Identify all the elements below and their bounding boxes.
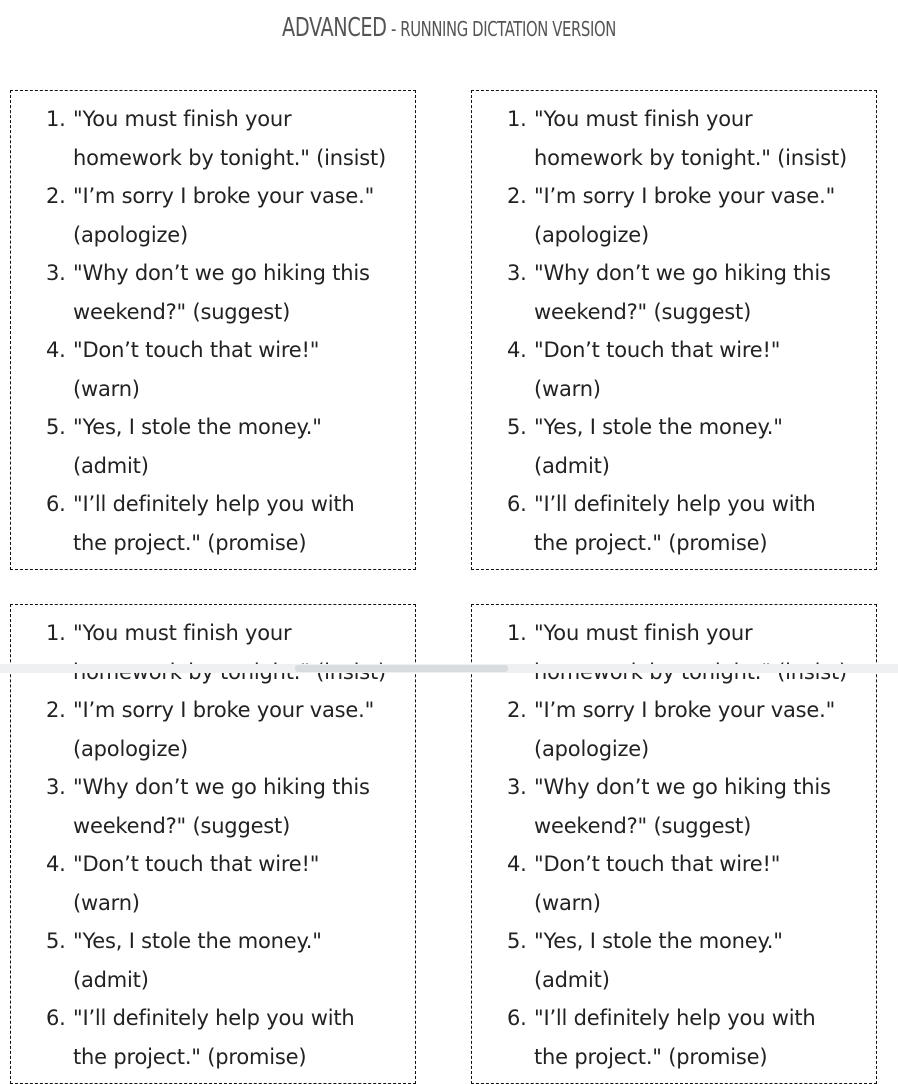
sentence-item [11, 845, 411, 922]
sentence-item [11, 177, 411, 254]
item-quote: "Why don’t we go hiking this [73, 261, 370, 285]
sentence-list [472, 614, 872, 1076]
item-quote: "You must finish your [534, 107, 753, 131]
item-quote-continuation: the project." (promise) [73, 1044, 307, 1069]
item-number: 2. [507, 698, 527, 722]
item-quote: "I’ll definitely help you with [73, 1006, 355, 1030]
item-quote: "You must finish your [534, 621, 753, 645]
item-quote-continuation: the project." (promise) [534, 1044, 768, 1069]
item-quote: "Yes, I stole the money." [534, 415, 783, 439]
item-quote-continuation: the project." (promise) [534, 530, 768, 555]
item-number: 1. [507, 621, 527, 645]
item-quote-continuation: weekend?" (suggest) [73, 813, 291, 838]
sentence-item [11, 485, 411, 562]
sentence-item [472, 691, 872, 768]
item-quote: "Yes, I stole the money." [73, 929, 322, 953]
item-quote-continuation: (apologize) [534, 222, 650, 247]
item-number: 1. [507, 107, 527, 131]
item-number: 4. [507, 338, 527, 362]
sentence-item [11, 691, 411, 768]
item-number: 4. [46, 338, 66, 362]
sentence-item [11, 999, 411, 1076]
sentence-item [11, 922, 411, 999]
item-number: 3. [507, 775, 527, 799]
item-quote: "You must finish your [73, 621, 292, 645]
title-subtitle: RUNNING DICTATION VERSION [400, 17, 616, 41]
sentence-item [472, 922, 872, 999]
item-quote: "I’ll definitely help you with [534, 1006, 816, 1030]
sentence-list [472, 100, 872, 562]
dictation-card-bottom-right [471, 604, 877, 1084]
item-number: 4. [507, 852, 527, 876]
sentence-item [472, 408, 872, 485]
item-number: 1. [46, 107, 66, 131]
item-quote: "I’m sorry I broke your vase." [73, 698, 375, 722]
sentence-item [472, 999, 872, 1076]
sentence-item [472, 177, 872, 254]
item-quote: "Don’t touch that wire!" [534, 852, 781, 876]
item-quote-continuation: (admit) [73, 453, 149, 478]
item-number: 3. [507, 261, 527, 285]
item-number: 2. [46, 698, 66, 722]
title-separator: - [386, 17, 401, 41]
item-quote-continuation: (warn) [73, 890, 140, 915]
sentence-item [11, 100, 411, 177]
item-number: 5. [46, 929, 66, 953]
sentence-item [472, 614, 872, 691]
sentence-list [11, 614, 411, 1076]
item-quote: "I’m sorry I broke your vase." [73, 184, 375, 208]
item-quote: "Don’t touch that wire!" [73, 852, 320, 876]
item-number: 1. [46, 621, 66, 645]
sentence-item [472, 485, 872, 562]
sentence-list [11, 100, 411, 562]
dictation-card-top-right [471, 90, 877, 570]
item-quote-continuation: weekend?" (suggest) [73, 299, 291, 324]
sentence-item [11, 768, 411, 845]
item-quote: "You must finish your [73, 107, 292, 131]
item-quote-continuation: (warn) [73, 376, 140, 401]
sentence-item [11, 614, 411, 691]
title-main: ADVANCED [282, 13, 387, 43]
item-quote-continuation: (apologize) [73, 736, 189, 761]
item-quote: "I’ll definitely help you with [73, 492, 355, 516]
horizontal-scrollbar[interactable] [0, 664, 898, 673]
sentence-item [472, 100, 872, 177]
dictation-card-top-left [10, 90, 416, 570]
item-number: 3. [46, 775, 66, 799]
item-quote-continuation: (admit) [534, 967, 610, 992]
dictation-card-bottom-left [10, 604, 416, 1084]
item-quote-continuation: weekend?" (suggest) [534, 299, 752, 324]
item-number: 6. [507, 1006, 527, 1030]
item-number: 5. [507, 415, 527, 439]
item-quote-continuation: (warn) [534, 890, 601, 915]
item-number: 6. [46, 492, 66, 516]
item-quote: "Don’t touch that wire!" [73, 338, 320, 362]
item-quote: "I’ll definitely help you with [534, 492, 816, 516]
item-quote-continuation: (admit) [73, 967, 149, 992]
page-title [117, 8, 782, 49]
item-number: 6. [507, 492, 527, 516]
item-number: 2. [46, 184, 66, 208]
item-quote: "Yes, I stole the money." [534, 929, 783, 953]
item-quote-continuation: weekend?" (suggest) [534, 813, 752, 838]
sentence-item [11, 408, 411, 485]
sentence-item [472, 845, 872, 922]
item-quote: "I’m sorry I broke your vase." [534, 184, 836, 208]
item-quote-continuation: the project." (promise) [73, 530, 307, 555]
item-quote: "Yes, I stole the money." [73, 415, 322, 439]
item-number: 2. [507, 184, 527, 208]
item-number: 5. [507, 929, 527, 953]
item-number: 6. [46, 1006, 66, 1030]
item-quote: "Why don’t we go hiking this [73, 775, 370, 799]
item-number: 3. [46, 261, 66, 285]
item-quote-continuation: homework by tonight." (insist) [534, 145, 848, 170]
sentence-item [11, 331, 411, 408]
sentence-item [472, 254, 872, 331]
sentence-item [472, 331, 872, 408]
item-number: 4. [46, 852, 66, 876]
sentence-item [11, 254, 411, 331]
item-quote-continuation: (apologize) [534, 736, 650, 761]
item-quote: "Why don’t we go hiking this [534, 261, 831, 285]
item-quote-continuation: (admit) [534, 453, 610, 478]
item-quote: "I’m sorry I broke your vase." [534, 698, 836, 722]
item-quote-continuation: homework by tonight." (insist) [73, 145, 387, 170]
item-quote-continuation: (apologize) [73, 222, 189, 247]
item-number: 5. [46, 415, 66, 439]
sentence-item [472, 768, 872, 845]
item-quote: "Don’t touch that wire!" [534, 338, 781, 362]
scrollbar-thumb[interactable] [295, 665, 508, 672]
item-quote: "Why don’t we go hiking this [534, 775, 831, 799]
item-quote-continuation: (warn) [534, 376, 601, 401]
